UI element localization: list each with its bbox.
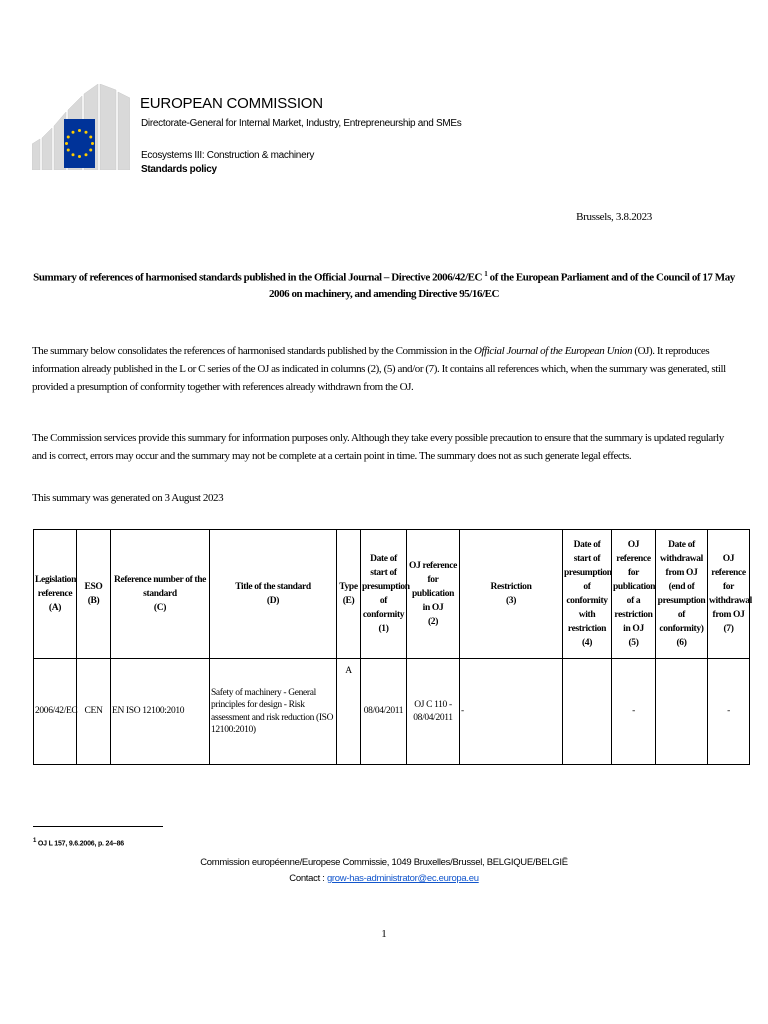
organization-name: EUROPEAN COMMISSION: [140, 95, 323, 112]
footnote-mark: 1: [33, 838, 37, 844]
cell-date-withdrawal: [656, 659, 708, 765]
cell-oj-reference: OJ C 110 - 08/04/2011: [407, 659, 460, 765]
cell-reference: EN ISO 12100:2010: [111, 659, 210, 765]
column-header-date-start: Date of start of presumption of conformity (1): [361, 530, 407, 659]
disclaimer-paragraph: The Commission services provide this summary for information purposes only. Although they take every possible precaution to ensure that the summary is updated regularly and is correct, errors may occur and the summary may not be complete at a certain point in time. The summary does not as such generate legal effects.: [32, 432, 724, 462]
eu-star-icon: [72, 131, 75, 134]
eu-star-icon: [78, 155, 81, 158]
column-header-legislation: Legislation reference (A): [34, 530, 77, 659]
eu-star-icon: [85, 153, 88, 156]
column-header-oj-reference: OJ reference for publication in OJ (2): [407, 530, 460, 659]
table-header-row: [34, 530, 750, 659]
unit-name: Ecosystems III: Construction & machinery: [141, 150, 315, 161]
footnote-divider: [33, 826, 163, 827]
european-commission-logo: [32, 84, 130, 170]
eu-star-icon: [78, 129, 81, 132]
cell-type: A: [337, 659, 361, 765]
footnote-text: OJ L 157, 9.6.2006, p. 24–86: [37, 840, 125, 848]
column-header-type: Type (E): [337, 530, 361, 659]
column-header-title: Title of the standard (D): [210, 530, 337, 659]
eu-star-icon: [89, 149, 92, 152]
page-number: 1: [381, 928, 387, 940]
place-date: Brussels, 3.8.2023: [576, 211, 652, 223]
eu-star-icon: [67, 136, 70, 139]
footer-address: Commission européenne/Europese Commissie, 1049 Bruxelles/Brussel, BELGIQUE/BELGIË: [200, 857, 568, 868]
standards-table: [33, 529, 750, 765]
eu-star-icon: [85, 131, 88, 134]
footnote-reference[interactable]: 1: [484, 270, 488, 278]
generated-date-text: This summary was generated on 3 August 2023: [32, 492, 224, 504]
intro-paragraph: The summary below consolidates the references of harmonised standards published by the Commission in the Official Journal of the European Union (OJ). It reproduces information already published in the L or C series of the OJ as indicated in columns (2), (5) and/or (7). It contains all references which, when the summary was generated, still provided a presumption of conformity together with references already withdrawn from the OJ.: [32, 345, 726, 393]
cell-oj-restriction: -: [612, 659, 656, 765]
eu-flag-building-logo: [32, 84, 130, 170]
eu-star-icon: [91, 142, 94, 145]
cell-date-start: 08/04/2011: [361, 659, 407, 765]
directorate-general: Directorate-General for Internal Market, Industry, Entrepreneurship and SMEs: [141, 118, 462, 129]
column-header-eso: ESO (B): [77, 530, 111, 659]
cell-eso: CEN: [77, 659, 111, 765]
eu-star-icon: [89, 136, 92, 139]
document-title: Summary of references of harmonised standards published in the Official Journal – Directive 2006/42/EC $^1$ of the European Parliament and of the Council of 17 May 2006 on machinery, and amending Directive 95/16/EC: [33, 270, 735, 300]
official-journal-name: Official Journal of the European Union: [473, 345, 633, 357]
cell-legislation: 2006/42/EC: [34, 659, 77, 765]
footer-contact: [0, 873, 768, 884]
contact-label: Contact :: [289, 873, 325, 884]
table-row: [34, 659, 750, 765]
column-header-restriction: Restriction (3): [460, 530, 563, 659]
eu-star-icon: [67, 149, 70, 152]
column-header-date-withdrawal: Date of withdrawal from OJ (end of presumption of conformity) (6): [656, 530, 708, 659]
column-header-oj-withdrawal: OJ reference for withdrawal from OJ (7): [708, 530, 750, 659]
cell-title: Safety of machinery - General principles for design - Risk assessment and risk reduction (ISO 12100:2010): [210, 659, 337, 765]
cell-restriction: -: [460, 659, 563, 765]
cell-date-restriction: [563, 659, 612, 765]
policy-name: Standards policy: [141, 164, 217, 175]
contact-email-link[interactable]: grow-has-administrator@ec.europa.eu: [326, 873, 479, 884]
eu-star-icon: [72, 153, 75, 156]
footnote: [33, 838, 124, 847]
column-header-oj-restriction: OJ reference for publication of a restriction in OJ (5): [612, 530, 656, 659]
eu-star-icon: [65, 142, 68, 145]
cell-oj-withdrawal: -: [708, 659, 750, 765]
column-header-reference: Reference number of the standard (C): [111, 530, 210, 659]
column-header-date-restriction: Date of start of presumption of conformity with restriction (4): [563, 530, 612, 659]
